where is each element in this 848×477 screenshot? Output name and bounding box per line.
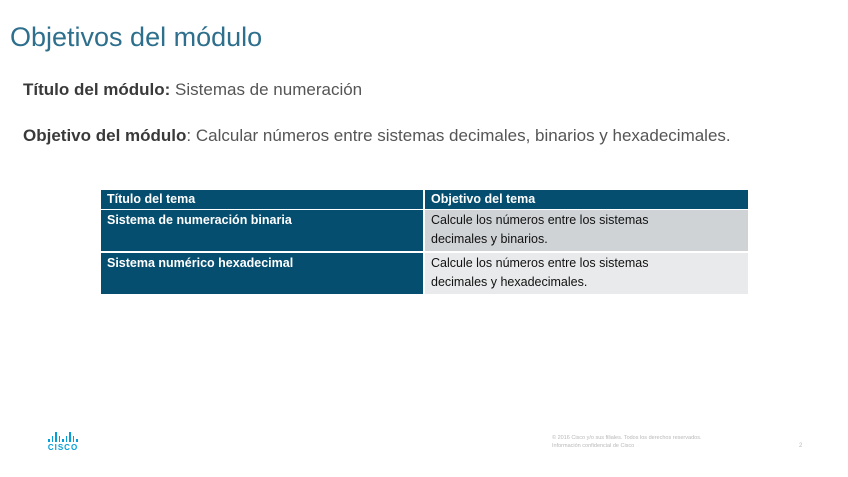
topic-objective-cell — [424, 210, 748, 253]
topic-title-cell: Sistema numérico hexadecimal — [101, 252, 424, 294]
module-objective-label: Objetivo del módulo — [23, 126, 187, 145]
topic-objective-line: decimales y binarios. — [431, 232, 548, 246]
topic-objective-cell — [424, 252, 748, 294]
table-header-row — [101, 190, 748, 210]
table-row — [101, 210, 748, 253]
cisco-logo — [47, 432, 79, 456]
topic-title-cell: Sistema de numeración binaria — [101, 210, 424, 253]
cisco-bars-icon — [47, 432, 79, 442]
page-number: 2 — [799, 443, 803, 449]
topic-objective-line: decimales y hexadecimales. — [431, 275, 588, 289]
copyright-notice — [552, 434, 701, 450]
column-header-topic-title: Título del tema — [101, 190, 424, 210]
module-objective-line — [23, 126, 731, 146]
table-row — [101, 252, 748, 294]
topic-objective-line: Calcule los números entre los sistemas — [431, 256, 649, 270]
module-title-value: Sistemas de numeración — [170, 80, 363, 99]
module-objective-value: : Calcular números entre sistemas decimales, binarios y hexadecimales. — [186, 126, 731, 145]
confidential-line: Información confidencial de Cisco — [552, 443, 635, 449]
module-title-label: Título del módulo: — [23, 80, 171, 99]
column-header-topic-objective: Objetivo del tema — [424, 190, 748, 210]
copyright-line: © 2016 Cisco y/o sus filiales. Todos los derechos reservados. — [552, 435, 702, 441]
topic-objective-line: Calcule los números entre los sistemas — [431, 213, 649, 227]
module-title-line — [23, 80, 362, 100]
topics-table — [101, 190, 748, 294]
cisco-logo-text: CISCO — [47, 443, 79, 452]
slide-title: Objetivos del módulo — [10, 22, 263, 52]
